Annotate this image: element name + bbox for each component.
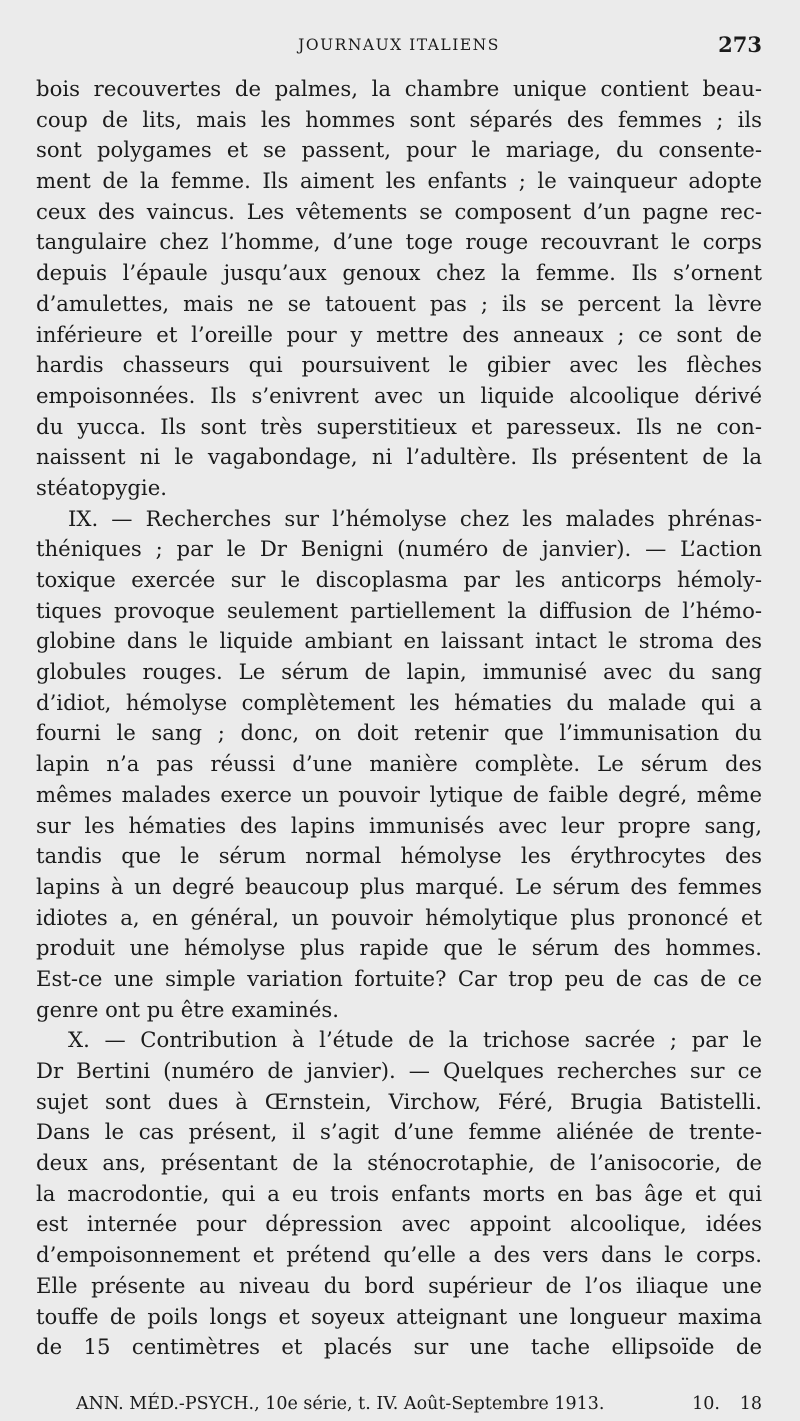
page-footer <box>76 1394 762 1418</box>
text-line: Est-ce une simple variation fortuite? Car trop peu de cas de ce <box>36 965 762 991</box>
text-line: ceux des vaincus. Les vêtements se composent d’un pagne rec- <box>36 198 762 224</box>
signature-mark: 10. <box>692 1394 720 1414</box>
text-line: inférieure et l’oreille pour y mettre des anneaux ; ce sont de <box>36 321 762 347</box>
text-line: genre ont pu être examinés. <box>36 996 339 1022</box>
section-heading-ix: IX. — Recherches sur l’hémolyse chez les malades phrénas- <box>68 505 762 531</box>
page-header <box>36 30 762 66</box>
text-line: sur les hématies des lapins immunisés avec leur propre sang, <box>36 812 762 838</box>
text-line: hardis chasseurs qui poursuivent le gibier avec les flèches <box>36 352 762 378</box>
text-line: idiotes a, en général, un pouvoir hémolytique plus prononcé et <box>36 904 762 930</box>
text-line: la macrodontie, qui a eu trois enfants morts en bas âge et qui <box>36 1180 762 1206</box>
text-line: produit une hémolyse plus rapide que le sérum des hommes. <box>36 935 762 961</box>
text-line: empoisonnées. Ils s’enivrent avec un liquide alcoolique dérivé <box>36 382 762 408</box>
text-line: est internée pour dépression avec appoint alcoolique, idées <box>36 1211 762 1237</box>
signature-number: 18 <box>739 1394 762 1414</box>
text-line: touffe de poils longs et soyeux atteignant une longueur maxima <box>36 1303 762 1329</box>
text-line: ment de la femme. Ils aiment les enfants ; le vainqueur adopte <box>36 168 762 194</box>
text-line: de 15 centimètres et placés sur une tache ellipsoïde de <box>36 1334 762 1360</box>
text-line: d’empoisonnement et prétend qu’elle a des vers dans le corps. <box>36 1242 762 1268</box>
text-line: globine dans le liquide ambiant en laissant intact le stroma des <box>36 628 762 654</box>
running-head: JOURNAUX ITALIENS <box>298 36 500 54</box>
page-number: 273 <box>718 32 762 57</box>
text-line: lapin n’a pas réussi d’une manière complète. Le sérum des <box>36 751 762 777</box>
text-line: d’amulettes, mais ne se tatouent pas ; ils se percent la lèvre <box>36 290 762 316</box>
text-line: globules rouges. Le sérum de lapin, immunisé avec du sang <box>36 659 762 685</box>
body-text <box>36 74 762 1363</box>
text-line: du yucca. Ils sont très superstitieux et paresseux. Ils ne con- <box>36 413 762 439</box>
text-line: tangulaire chez l’homme, d’une toge rouge recouvrant le corps <box>36 229 762 255</box>
text-line: tiques provoque seulement partiellement la diffusion de l’hémo- <box>36 597 762 623</box>
text-line: Elle présente au niveau du bord supérieur de l’os iliaque une <box>36 1272 762 1298</box>
text-line: naissent ni le vagabondage, ni l’adultère. Ils présentent de la <box>36 444 762 470</box>
text-line: d’idiot, hémolyse complètement les hématies du malade qui a <box>36 689 762 715</box>
text-line: Dans le cas présent, il s’agit d’une femme aliénée de trente- <box>36 1119 762 1145</box>
text-line: lapins à un degré beaucoup plus marqué. Le sérum des femmes <box>36 873 762 899</box>
text-line: deux ans, présentant de la sténocrotaphie, de l’anisocorie, de <box>36 1150 762 1176</box>
text-line: fourni le sang ; donc, on doit retenir que l’immunisation du <box>36 720 762 746</box>
text-line: depuis l’épaule jusqu’aux genoux chez la femme. Ils s’ornent <box>36 260 762 286</box>
text-line: sont polygames et se passent, pour le mariage, du consente- <box>36 137 762 163</box>
text-line: Dr Bertini (numéro de janvier). — Quelques recherches sur ce <box>36 1058 762 1083</box>
text-line: mêmes malades exerce un pouvoir lytique de faible degré, même <box>36 781 762 807</box>
text-line: stéatopygie. <box>36 474 167 500</box>
text-line: tandis que le sérum normal hémolyse les érythrocytes des <box>36 843 762 869</box>
text-line: toxique exercée sur le discoplasma par les anticorps hémoly- <box>36 567 762 592</box>
text-line: sujet sont dues à Œrnstein, Virchow, Féré, Brugia Batistelli. <box>36 1088 762 1114</box>
footer-citation: ANN. MÉD.-PSYCH., 10e série, t. IV. Août-Septembre 1913. <box>76 1394 605 1414</box>
text-line: bois recouvertes de palmes, la chambre unique contient beau- <box>36 76 762 101</box>
text-line: théniques ; par le Dr Benigni (numéro de janvier). — L’action <box>36 536 762 562</box>
section-heading-x: X. — Contribution à l’étude de la trichose sacrée ; par le <box>68 1027 762 1053</box>
text-line: coup de lits, mais les hommes sont séparés des femmes ; ils <box>36 106 762 132</box>
